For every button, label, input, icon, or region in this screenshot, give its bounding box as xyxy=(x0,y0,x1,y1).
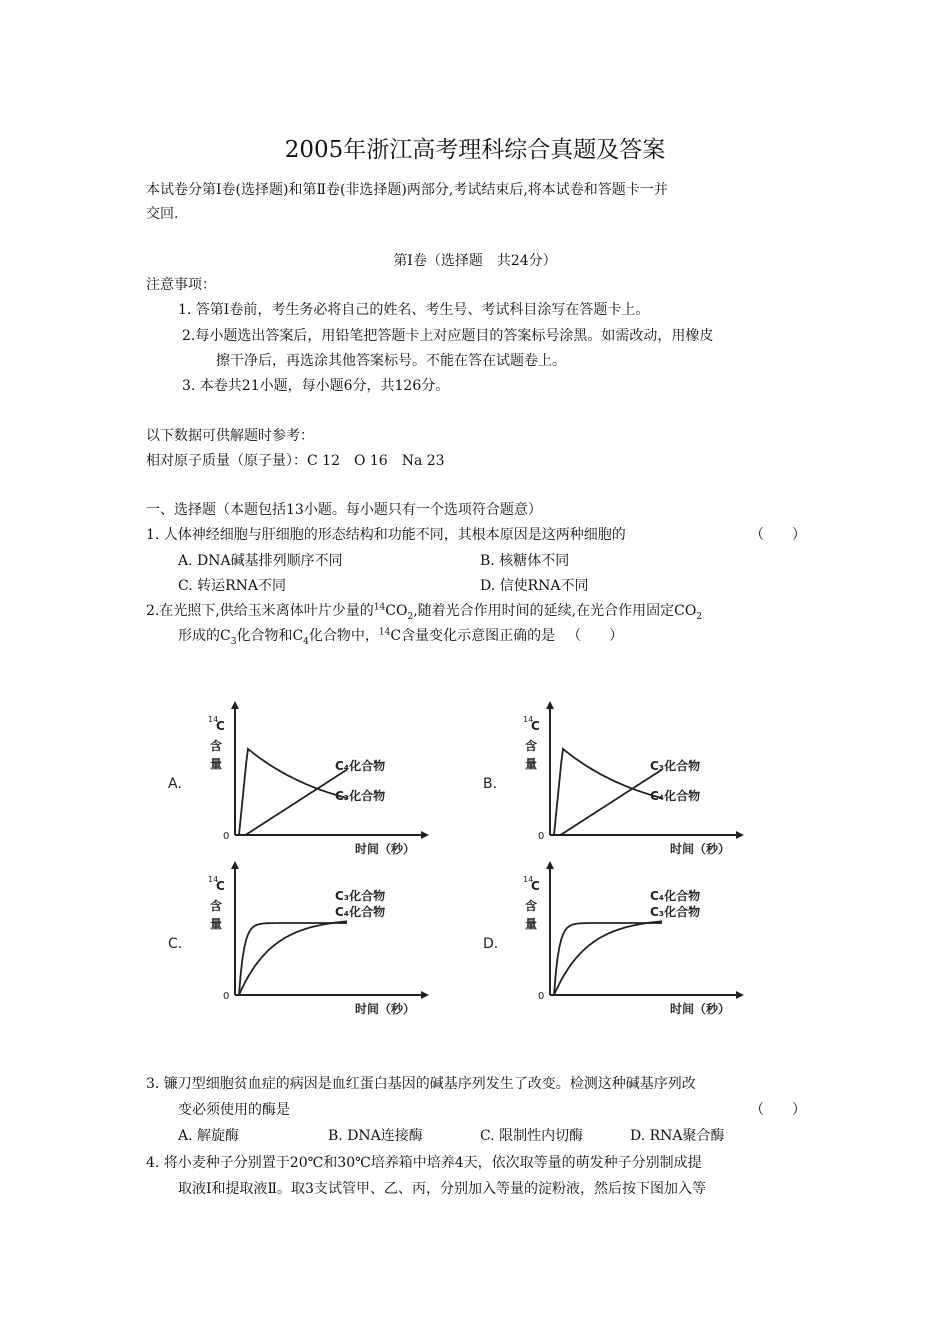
q3-option-c: C. 限制性内切酶 xyxy=(480,1128,584,1144)
notice-heading: 注意事项： xyxy=(146,277,216,293)
q4-stem: 4. 将小麦种子分别置于20℃和30℃培养箱中培养4天，依次取等量的萌发种子分别制成提 xyxy=(146,1155,702,1171)
series-label: C₄化合物 xyxy=(335,905,386,919)
notice-item-2: 2.每小题选出答案后，用铅笔把答题卡上对应题目的答案标号涂黑。如需改动，用橡皮 xyxy=(182,328,714,344)
x-label: 时间（秒） xyxy=(355,1002,416,1016)
q2-stem-cont: 形成的$C_3$化合物和$C_4$化合物中，$^{14}$C含量变化示意图正确的是 （ ） xyxy=(178,627,624,647)
y-label-c: C xyxy=(216,879,225,893)
q1-option-b: B. 核糖体不同 xyxy=(480,553,570,569)
series-label: C₃化合物 xyxy=(335,789,386,803)
y-axis-arrow xyxy=(231,701,239,709)
x-axis-arrow xyxy=(421,831,429,839)
y-axis-arrow xyxy=(546,861,554,869)
panel-letter: C. xyxy=(168,936,183,952)
chart-panel-a xyxy=(160,700,450,860)
notice-item-2-cont: 擦干净后，再选涂其他答案标号。不能在答在试题卷上。 xyxy=(216,353,566,369)
q3-option-d: D. RNA聚合酶 xyxy=(630,1128,725,1144)
section1-heading: 第Ⅰ卷（选择题 共24分） xyxy=(393,253,557,269)
y-label-sup: 14 xyxy=(523,715,534,724)
origin-label: 0 xyxy=(538,991,545,1002)
series-label: C₃化合物 xyxy=(650,759,701,773)
panel-letter: A. xyxy=(168,776,182,792)
q3-stem-cont: 变必须使用的酶是 xyxy=(178,1102,290,1118)
y-label-sup: 14 xyxy=(523,875,534,884)
origin-label: 0 xyxy=(538,831,545,842)
y-label-content: 含 xyxy=(525,899,538,913)
q4-stem-cont: 取液Ⅰ和提取液Ⅱ。取3支试管甲、乙、丙，分别加入等量的淀粉液，然后按下图加入等 xyxy=(178,1181,706,1197)
chart-panel-b xyxy=(475,700,765,860)
atomic-mass-line: 相对原子质量（原子量）：C 12 O 16 Na 23 xyxy=(146,453,445,469)
q1-option-d: D. 信使RNA不同 xyxy=(480,578,589,594)
y-label-amount: 量 xyxy=(210,757,223,771)
chart-panel-c xyxy=(160,860,450,1020)
intro-line-2: 交回. xyxy=(146,206,179,222)
q2-stem: 2.在光照下,供给玉米离体叶片少量的$^{14}CO_2$,随着光合作用时间的延续,在光合作用固定$CO_2$ xyxy=(146,602,703,622)
panel-letter: D. xyxy=(483,936,499,952)
q3-stem: 3. 镰刀型细胞贫血症的病因是血红蛋白基因的碱基序列发生了改变。检测这种碱基序列改 xyxy=(146,1076,696,1092)
series-label: C₃化合物 xyxy=(335,889,386,903)
series-curve xyxy=(554,770,662,835)
reference-heading: 以下数据可供解题时参考： xyxy=(146,428,314,444)
series-curve xyxy=(239,749,347,835)
series-curve xyxy=(239,770,347,835)
part1-heading: 一、选择题（本题包括13小题。每小题只有一个选项符合题意） xyxy=(146,502,542,518)
y-label-content: 含 xyxy=(210,899,223,913)
y-axis-arrow xyxy=(546,701,554,709)
x-label: 时间（秒） xyxy=(670,842,731,856)
q1-option-a: A. DNA碱基排列顺序不同 xyxy=(178,553,343,569)
series-label: C₄化合物 xyxy=(650,789,701,803)
series-curve xyxy=(554,749,662,835)
x-axis-arrow xyxy=(421,991,429,999)
q3-answer-paren: （ ） xyxy=(750,1102,806,1118)
chart-panel-d xyxy=(475,860,765,1020)
notice-item-3: 3. 本卷共21小题，每小题6分，共126分。 xyxy=(182,378,450,394)
series-label: C₄化合物 xyxy=(650,889,701,903)
series-label: C₃化合物 xyxy=(650,905,701,919)
y-label-content: 含 xyxy=(525,739,538,753)
q1-stem: 1. 人体神经细胞与肝细胞的形态结构和功能不同，其根本原因是这两种细胞的 xyxy=(146,527,626,543)
page-title: 2005年浙江高考理科综合真题及答案 xyxy=(284,137,666,163)
series-curve xyxy=(239,921,347,995)
x-axis-arrow xyxy=(736,991,744,999)
y-label-c: C xyxy=(531,879,540,893)
q3-option-b: B. DNA连接酶 xyxy=(328,1128,423,1144)
origin-label: 0 xyxy=(223,831,230,842)
series-curve xyxy=(554,921,662,995)
q1-option-c: C. 转运RNA不同 xyxy=(178,578,287,594)
y-label-content: 含 xyxy=(210,739,223,753)
y-label-sup: 14 xyxy=(208,875,219,884)
y-label-sup: 14 xyxy=(208,715,219,724)
panel-letter: B. xyxy=(483,776,498,792)
q1-answer-paren: （ ） xyxy=(750,527,806,543)
y-label-amount: 量 xyxy=(210,917,223,931)
intro-line-1: 本试卷分第Ⅰ卷(选择题)和第Ⅱ卷(非选择题)两部分,考试结束后,将本试卷和答题卡一并 xyxy=(146,182,668,198)
x-axis-arrow xyxy=(736,831,744,839)
x-label: 时间（秒） xyxy=(670,1002,731,1016)
series-label: C₄化合物 xyxy=(335,759,386,773)
y-axis-arrow xyxy=(231,861,239,869)
y-label-c: C xyxy=(216,719,225,733)
q3-option-a: A. 解旋酶 xyxy=(178,1128,240,1144)
origin-label: 0 xyxy=(223,991,230,1002)
x-label: 时间（秒） xyxy=(355,842,416,856)
y-label-amount: 量 xyxy=(525,757,538,771)
y-label-amount: 量 xyxy=(525,917,538,931)
y-label-c: C xyxy=(531,719,540,733)
notice-item-1: 1. 答第Ⅰ卷前，考生务必将自己的姓名、考生号、考试科目涂写在答题卡上。 xyxy=(178,302,650,318)
